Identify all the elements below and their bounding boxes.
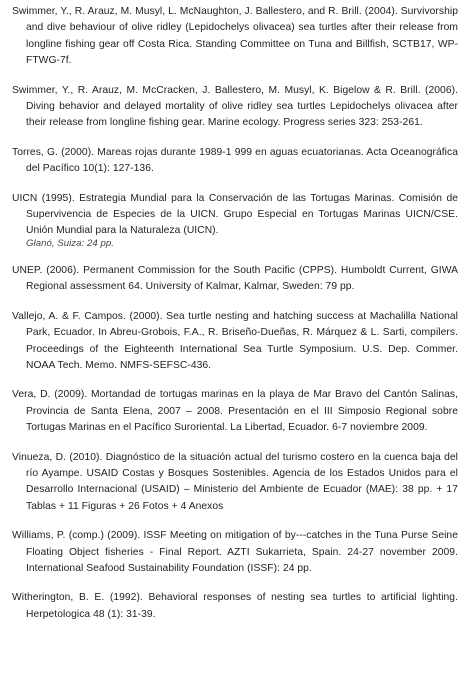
reference-text: Torres, G. (2000). Mareas rojas durante 1989-1 999 en aguas ecuatorianas. Acta Oceanográfica del Pacífico 10(1): 127-136.: [12, 146, 458, 175]
reference-text: UICN (1995). Estrategia Mundial para la Conservación de las Tortugas Marinas. Comisión de Supervivencia de Especies de la UICN. Grupo Especial en Tortugas Marinas UICN/CSE. Unión Mundial para la Naturaleza (UICN).: [12, 192, 458, 237]
reference-text: Swimmer, Y., R. Arauz, M. Musyl, L. McNaughton, J. Ballestero, and R. Brill. (2004). Survivorship and dive behaviour of olive ridley (Lepidochelys olivacea) sea turtles after their release from longline fishing gear off Costa Rica. Standing Committee on Tuna and Billfish, SCTB17, WP-FTWG-7f.: [12, 6, 458, 67]
reference-text: Witherington, B. E. (1992). Behavioral responses of nesting sea turtles to artificial lighting. Herpetologica 48 (1): 31-39.: [12, 592, 458, 620]
reference-text: UNEP. (2006). Permanent Commission for the South Pacific (CPPS). Humboldt Current, GIWA Regional assessment 64. University of Kalmar, Kalmar, Sweden: 79 pp.: [12, 264, 458, 293]
reference-text: Vallejo, A. & F. Campos. (2000). Sea turtle nesting and hatching success at Machalilla National Park, Ecuador. In Abreu-Grobois, F.A., R. Briseño-Dueñas, R. Márquez & L. Sarti, compilers. Proceedings of the Eighteenth International Sea Turtle Symposium. U.S. Dep. Commer. NOAA Tech. Memo. NMFS-SEFSC-436.: [12, 310, 458, 371]
reference-text: Swimmer, Y., R. Arauz, M. McCracken, J. Ballestero, M. Musyl, K. Bigelow & R. Brill. (2006). Diving behavior and delayed mortality of olive ridley sea turtles Lepidochelys olivacea after their release from longline fishing gear. Marine ecology. Progress series 323: 253-261.: [12, 84, 458, 129]
reference-entry: [12, 191, 458, 250]
reference-text: Vinueza, D. (2010). Diagnóstico de la situación actual del turismo costero en la cuenca baja del río Ayampe. USAID Costas y Bosques Sostenibles. Agencia de los Estados Unidos para el Desarrollo Internacional (USAID) – Ministerio del Ambiente de Ecuador (MAE): 38 pp. + 17 Tablas + 11 Figuras + 26 Fotos + 4 Anexos: [12, 451, 458, 512]
reference-entry: [12, 387, 458, 436]
reference-entry: [12, 263, 458, 296]
reference-entry: [12, 145, 458, 178]
reference-entry: [12, 83, 458, 132]
reference-entry: [12, 590, 458, 623]
reference-entry: [12, 450, 458, 516]
reference-entry: [12, 309, 458, 375]
reference-continuation: Glanó, Suiza: 24 pp.: [26, 237, 114, 249]
reference-entry: [12, 4, 458, 70]
reference-entry: [12, 528, 458, 577]
reference-list: [12, 4, 458, 623]
reference-text: Vera, D. (2009). Mortandad de tortugas marinas en la playa de Mar Bravo del Cantón Salinas, Provincia de Santa Elena, 2007 – 2008. Presentación en el III Simposio Regional sobre Tortugas Marinas en el Pacífico Suroriental. La Libertad, Ecuador. 6-7 noviembre 2009.: [12, 389, 458, 434]
reference-text: Williams, P. (comp.) (2009). ISSF Meeting on mitigation of by---catches in the Tuna Purse Seine Floating Object fisheries - Final Report. AZTI Sukarrieta, Spain. 24-27 november 2009. International Seafood Sustainability Foundation (ISSF): 24 pp.: [12, 530, 458, 574]
